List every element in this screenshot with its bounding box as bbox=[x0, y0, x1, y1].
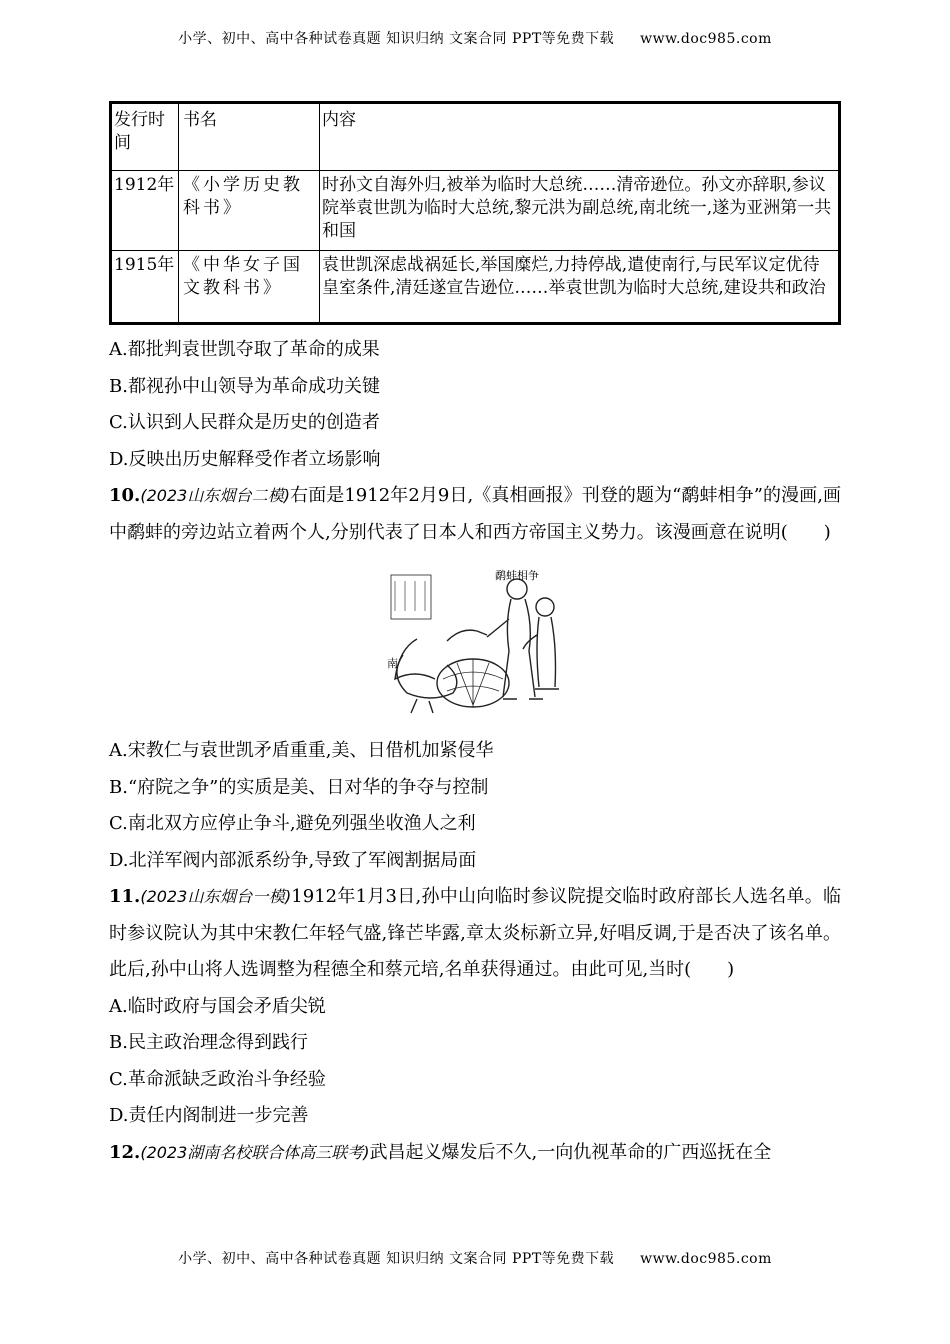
q10-option-a[interactable]: A.宋教仁与袁世凯矛盾重重,美、日借机加紧侵华 bbox=[109, 740, 494, 761]
header-cell-time: 发行时间 bbox=[111, 103, 179, 171]
cartoon-figure bbox=[109, 559, 841, 721]
q11-options bbox=[109, 989, 841, 1135]
q10-source: (2023山东烟台二模) bbox=[140, 486, 291, 505]
header-text: 小学、初中、高中各种试卷真题 知识归纳 文案合同 PPT等免费下载 bbox=[178, 31, 615, 47]
cell-content: 袁世凯深虑战祸延长,举国糜烂,力持停战,遣使南行,与民军议定优待皇室条件,清廷遂宣告逊位……举袁世凯为临时大总统,建设共和政治 bbox=[320, 251, 840, 324]
cell-book: 《小学历史教科书》 bbox=[179, 171, 320, 251]
footer-text: 小学、初中、高中各种试卷真题 知识归纳 文案合同 PPT等免费下载 bbox=[178, 1251, 615, 1267]
table-header-row bbox=[111, 103, 840, 171]
q12-stem bbox=[109, 1135, 841, 1172]
q11-option-a[interactable]: A.临时政府与国会矛盾尖锐 bbox=[109, 995, 326, 1017]
page-footer bbox=[0, 1248, 950, 1268]
q11-option-b[interactable]: B.民主政治理念得到践行 bbox=[109, 1032, 308, 1053]
cell-year: 1915年 bbox=[111, 251, 179, 324]
cartoon-caption: 鹬蚌相争 bbox=[495, 569, 539, 582]
q11-source: (2023山东烟台一模) bbox=[140, 887, 292, 906]
q9-option-a[interactable]: A.都批判袁世凯夺取了革命的成果 bbox=[109, 339, 380, 360]
q10-option-c[interactable]: C.南北双方应停止争斗,避免列强坐收渔人之利 bbox=[109, 813, 476, 834]
header-cell-content: 内容 bbox=[320, 103, 840, 171]
page-header bbox=[0, 28, 950, 48]
q11-option-d[interactable]: D.责任内阁制进一步完善 bbox=[109, 1105, 309, 1126]
q9-option-d[interactable]: D.反映出历史解释受作者立场影响 bbox=[109, 448, 381, 470]
q11-stem bbox=[109, 879, 841, 989]
q9-options bbox=[109, 332, 841, 478]
question-content bbox=[109, 332, 841, 1171]
q10-options bbox=[109, 733, 841, 879]
table-row bbox=[111, 171, 840, 251]
q10-stem-text: 右面是1912年2月9日,《真相画报》刊登的题为“鹬蚌相争”的漫画,画中鹬蚌的旁边站立着两个人,分别代表了日本人和西方帝国主义势力。该漫画意在说明( ) bbox=[109, 485, 841, 543]
cell-year: 1912年 bbox=[111, 171, 179, 251]
cell-content: 时孙文自海外归,被举为临时大总统……清帝逊位。孙文亦辞职,参议院举袁世凯为临时大总统,黎元洪为副总统,南北统一,遂为亚洲第一共和国 bbox=[320, 171, 840, 251]
header-cell-book: 书名 bbox=[179, 103, 320, 171]
q12-number: 12. bbox=[109, 1141, 141, 1163]
q10-stem bbox=[109, 478, 841, 551]
q12-source: (2023湖南名校联合体高三联考) bbox=[140, 1142, 370, 1162]
q11-number: 11. bbox=[109, 886, 141, 907]
q10-option-d[interactable]: D.北洋军阀内部派系纷争,导致了军阀割据局面 bbox=[109, 849, 477, 871]
cell-book: 《中华女子国文教科书》 bbox=[179, 251, 320, 324]
footer-url[interactable]: www.doc985.com bbox=[640, 1251, 772, 1267]
q11-option-c[interactable]: C.革命派缺乏政治斗争经验 bbox=[109, 1068, 326, 1090]
q11-stem-text: 1912年1月3日,孙中山向临时参议院提交临时政府部长人选名单。临时参议院认为其中宋教仁年轻气盛,锋芒毕露,章太炎标新立异,好唱反调,于是否决了该名单。此后,孙中山将人选调整为程德全和蔡元培,名单获得通过。由此可见,当时( ) bbox=[109, 886, 841, 980]
q12-stem-text: 武昌起义爆发后不久,一向仇视革命的广西巡抚在全 bbox=[369, 1141, 772, 1163]
textbook-comparison-table bbox=[109, 101, 841, 325]
table-row bbox=[111, 251, 840, 324]
q10-number: 10. bbox=[109, 485, 141, 506]
cartoon-label-south: 南 bbox=[387, 657, 398, 670]
q9-option-c[interactable]: C.认识到人民群众是历史的创造者 bbox=[109, 412, 380, 433]
q9-option-b[interactable]: B.都视孙中山领导为革命成功关键 bbox=[109, 375, 380, 397]
header-url[interactable]: www.doc985.com bbox=[640, 31, 772, 47]
snipe-clam-cartoon bbox=[377, 559, 573, 719]
q10-option-b[interactable]: B.“府院之争”的实质是美、日对华的争夺与控制 bbox=[109, 776, 489, 798]
